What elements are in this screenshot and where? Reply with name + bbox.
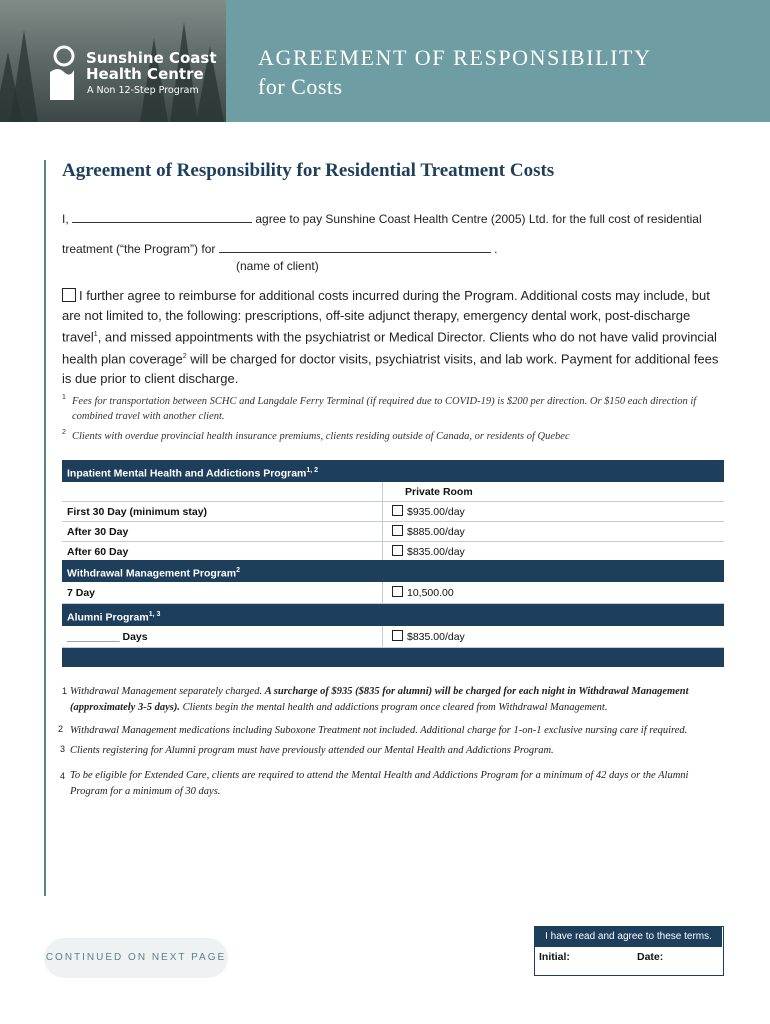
table-row: After 30 Day $885.00/day bbox=[62, 522, 724, 542]
table-row: After 60 Day $835.00/day bbox=[62, 542, 724, 562]
client-name-field[interactable] bbox=[219, 241, 491, 253]
note-number: 2 bbox=[58, 724, 64, 734]
table-footer-bar bbox=[62, 648, 724, 667]
date-field[interactable]: Date: bbox=[637, 951, 664, 963]
note-withdrawal-surcharge: Withdrawal Management separately charged. A surcharge of $935 ($835 for alumni) will be charged for each night in Withdrawal Management (approximately 3-5 days). Clients begin the mental health and addictions program once cleared from Withdrawal Management. bbox=[70, 686, 689, 713]
price-checkbox[interactable] bbox=[392, 525, 403, 536]
table-row: 7 Day 10,500.00 bbox=[62, 582, 724, 604]
withdrawal-program-header: Withdrawal Management Program$^2$ bbox=[62, 560, 724, 582]
note-extended-care: To be eligible for Extended Care, clients are required to attend the Mental Health and Addictions Program for a minimum of 42 days or the Alumni Program for a minimum of 30 days. bbox=[70, 770, 689, 797]
footnote-transport: Fees for transportation between SCHC and Langdale Ferry Terminal (if required due to COVID-19) is $200 per direction. Or $150 each direction if combined travel with another client. bbox=[72, 396, 697, 422]
table-row: First 30 Day (minimum stay) $935.00/day bbox=[62, 502, 724, 522]
room-column-header-row bbox=[62, 482, 724, 502]
payer-name-field[interactable] bbox=[72, 211, 252, 223]
note-number: 1 bbox=[62, 686, 68, 696]
logo-name: Sunshine Coast Health Centre bbox=[86, 49, 217, 83]
note-number: 3 bbox=[60, 744, 66, 754]
table-row: _________ Days $835.00/day bbox=[62, 626, 724, 648]
agreement-signoff-box bbox=[534, 926, 724, 976]
note-alumni-eligibility: Clients registering for Alumni program must have previously attended our Mental Health and Addictions Program. bbox=[70, 745, 554, 756]
logo-tagline: A Non 12-Step Program bbox=[87, 85, 199, 96]
note-medications: Withdrawal Management medications including Suboxone Treatment not included. Additional charge for 1-on-1 exclusive nursing care if required. bbox=[70, 725, 688, 736]
alumni-days-field[interactable]: _________ bbox=[67, 631, 120, 643]
section-title: Agreement of Responsibility for Residential Treatment Costs bbox=[62, 160, 555, 181]
initial-field[interactable]: Initial: bbox=[539, 951, 570, 963]
price-checkbox[interactable] bbox=[392, 630, 403, 641]
private-room-header: Private Room bbox=[405, 486, 473, 498]
continued-next-page-label: CONTINUED ON NEXT PAGE bbox=[44, 938, 228, 978]
price-checkbox[interactable] bbox=[392, 586, 403, 597]
agree-terms-header: I have read and agree to these terms. bbox=[535, 927, 722, 947]
additional-costs-checkbox[interactable] bbox=[62, 288, 76, 302]
header-forest-photo bbox=[0, 0, 226, 122]
document-subtitle: for Costs bbox=[258, 74, 343, 99]
footnote-number: 2 bbox=[62, 429, 66, 436]
client-name-hint: (name of client) bbox=[236, 259, 319, 273]
note-number: 4 bbox=[60, 771, 66, 781]
agreement-line-2: treatment (“the Program”) for . bbox=[62, 242, 498, 256]
additional-costs-paragraph: I further agree to reimburse for additional costs incurred during the Program. Additional costs may include, but are not limited to, the following: prescriptions, off-site adjunct therapy, emergency dental work, post-discharge travel$^1$, and missed appointments with the psychiatrist or Medical Director. Clients who do not have valid provincial health plan coverage$^2$ will be charged for doctor visits, psychiatrist visits, and lab work. Payment for additional fees is due prior to client discharge. bbox=[62, 288, 719, 386]
footnote-number: 1 bbox=[62, 394, 66, 401]
footnote-coverage: Clients with overdue provincial health insurance premiums, clients residing outside of Canada, or residents of Quebec bbox=[72, 431, 570, 442]
inpatient-program-header: Inpatient Mental Health and Addictions Program$^{1, 2}$ bbox=[62, 460, 724, 482]
document-title: AGREEMENT OF RESPONSIBILITY bbox=[258, 45, 652, 70]
logo-mark-icon bbox=[44, 42, 80, 100]
left-vertical-rule bbox=[44, 160, 46, 896]
price-checkbox[interactable] bbox=[392, 505, 403, 516]
agreement-line-1: I, agree to pay Sunshine Coast Health Centre (2005) Ltd. for the full cost of residential bbox=[62, 212, 702, 226]
price-checkbox[interactable] bbox=[392, 545, 403, 556]
alumni-program-header: Alumni Program$^{1, 3}$ bbox=[62, 604, 724, 626]
